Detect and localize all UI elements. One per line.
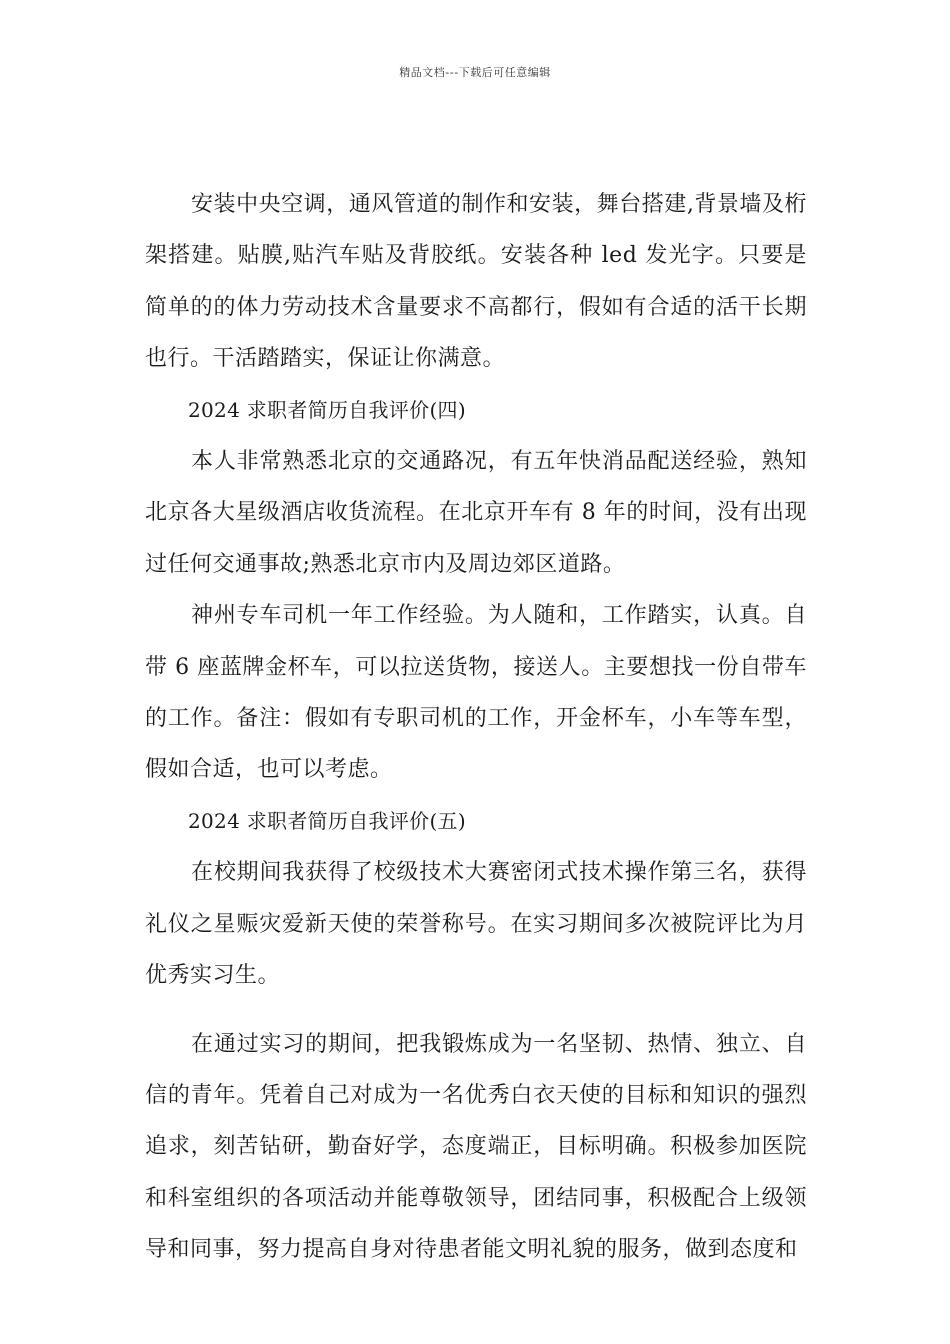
- paragraph-installation-work: 安装中央空调，通风管道的制作和安装，舞台搭建,背景墙及桁架搭建。贴膜,贴汽车贴及背胶纸。安装各种 led 发光字。只要是简单的的体力劳动技术含量要求不高都行，假如有合适的活干长期也行。干活踏踏实，保证让你满意。: [145, 192, 807, 372]
- page-header: 精品文档---下载后可任意编辑: [399, 66, 551, 79]
- section-heading-self-evaluation-5: 2024 求职者简历自我评价(五): [188, 808, 466, 833]
- paragraph-driver-experience: 神州专车司机一年工作经验。为人随和，工作踏实，认真。自带 6 座蓝牌金杯车，可以拉送货物，接送人。主要想找一份自带车的工作。备注：假如有专职司机的工作，开金杯车，小车等车型，假如合适，也可以考虑。: [145, 603, 807, 783]
- paragraph-beijing-delivery: 本人非常熟悉北京的交通路况，有五年快消品配送经验，熟知北京各大星级酒店收货流程。在北京开车有 8 年的时间，没有出现过任何交通事故;熟悉北京市内及周边郊区道路。: [145, 449, 807, 577]
- paragraph-spacer: [145, 1002, 807, 1019]
- document-body: [145, 179, 807, 1276]
- paragraph-school-awards: 在校期间我获得了校级技术大赛密闭式技术操作第三名，获得礼仪之星赈灾爱新天使的荣誉称号。在实习期间多次被院评比为月优秀实习生。: [145, 860, 807, 989]
- section-heading-self-evaluation-4: 2024 求职者简历自我评价(四): [188, 397, 466, 422]
- paragraph-internship-growth: 在通过实习的期间，把我锻炼成为一名坚韧、热情、独立、自信的青年。凭着自己对成为一名优秀白衣天使的目标和知识的强烈追求，刻苦钻研，勤奋好学，态度端正，目标明确。积极参加医院和科室组织的各项活动并能尊敬领导，团结同事，积极配合上级领导和同事，努力提高自身对待患者能文明礼貌的服务，做到态度和: [145, 1031, 807, 1263]
